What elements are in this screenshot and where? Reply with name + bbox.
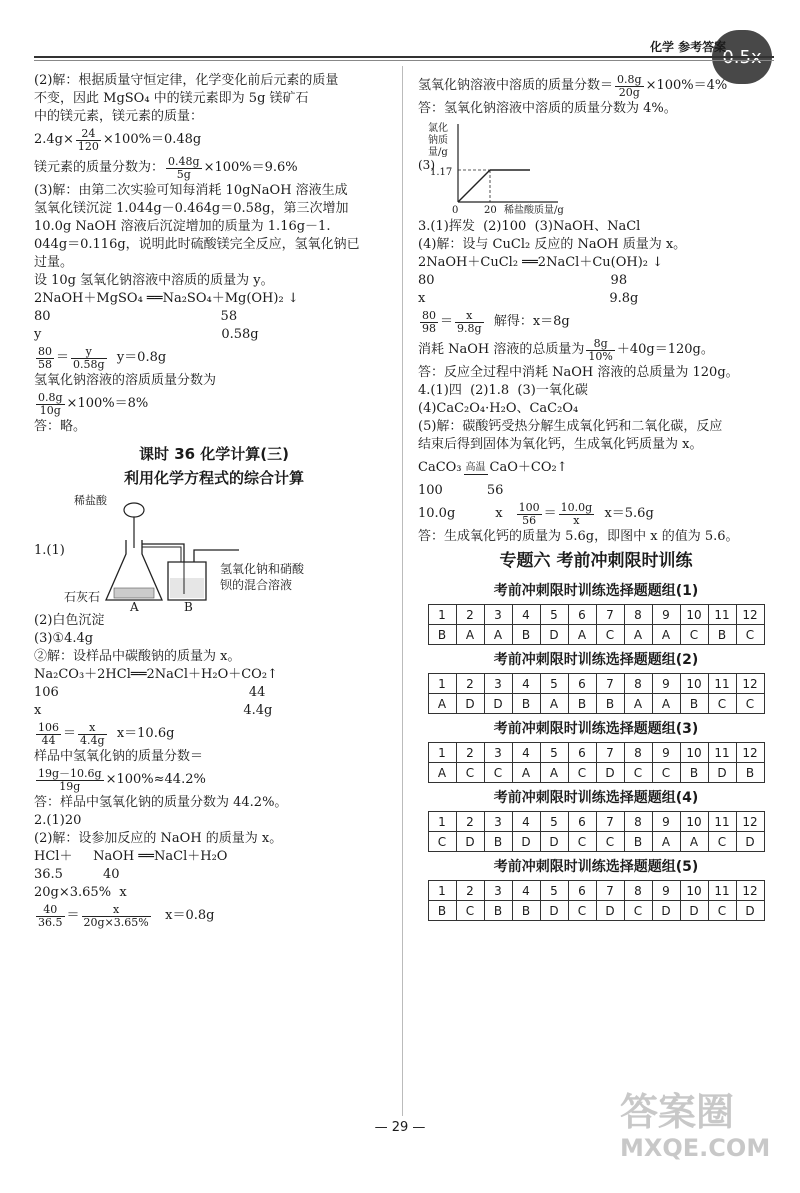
answer-cell: A: [540, 763, 568, 783]
answer-cell: D: [540, 625, 568, 645]
question-number-cell: 6: [568, 881, 596, 901]
graph-origin: 0: [452, 205, 459, 216]
answer-cell: C: [596, 625, 624, 645]
ratio-line: 80 58: [34, 309, 238, 324]
fraction: $\frac{24}{120}$: [77, 126, 99, 153]
question-number-cell: 6: [568, 674, 596, 694]
answer-cell: C: [708, 694, 736, 714]
answer-cell: A: [540, 694, 568, 714]
answer-cell: D: [680, 901, 708, 921]
formula-line: 消耗 NaOH 溶液的总质量为 $\frac{8g}{10\%}$ ＋40g＝120g。: [418, 336, 714, 363]
equation-line: 2NaOH＋MgSO₄ ══Na₂SO₄＋Mg(OH)₂ ↓: [34, 291, 299, 306]
answer-cell: B: [596, 694, 624, 714]
ratio-line: 100 56: [418, 483, 504, 498]
answer-cell: B: [512, 901, 540, 921]
answer-group-title: 考前冲刺限时训练选择题题组(5): [493, 859, 699, 875]
ratio-line: y 0.58g: [34, 327, 259, 342]
answer-cell: A: [652, 694, 680, 714]
graph-ylabel-1: 氯化: [428, 123, 448, 134]
question-number-cell: 11: [708, 881, 736, 901]
answer-cell: D: [456, 832, 484, 852]
page-header-title: 化学 参考答案: [650, 40, 727, 54]
text-line: 答：生成氧化钙的质量为 5.6g，即图中 x 的值为 5.6。: [418, 529, 739, 544]
formula-line: $\frac{19g-10.6g}{19g}$ ×100%≈44.2%: [38, 766, 206, 793]
answer-cell: C: [708, 901, 736, 921]
formula-line: 镁元素的质量分数为： $\frac{0.48g}{5g}$ ×100%＝9.6%: [34, 154, 298, 181]
text-line: (3)①4.4g: [34, 631, 94, 646]
text-line: 氢氧化钠溶液的溶质质量分数为: [34, 373, 217, 388]
answer-table: [428, 604, 765, 645]
answer-cell: A: [512, 763, 540, 783]
question-number-cell: 1: [428, 605, 456, 625]
label-limestone: 石灰石: [64, 590, 101, 604]
question-number-cell: 9: [652, 881, 680, 901]
header-rule: [34, 56, 774, 58]
graph-x-value: 20: [484, 205, 497, 216]
question-number-cell: 6: [568, 812, 596, 832]
formula-line: $\frac{0.8g}{10g}$ ×100%＝8%: [38, 390, 149, 417]
question-number-cell: 12: [736, 812, 764, 832]
text-line: 答：氢氧化钠溶液中溶质的质量分数为 4%。: [418, 101, 677, 116]
text-line: (5)解：碳酸钙受热分解生成氧化钙和二氧化碳，反应: [418, 419, 723, 434]
answer-cell: C: [596, 832, 624, 852]
question-number-cell: 1: [428, 674, 456, 694]
question-number-cell: 10: [680, 743, 708, 763]
formula-line: $\frac{80}{98}$ ＝ $\frac{x}{9.8g}$ 解得：x＝8g: [422, 308, 570, 335]
question-number-cell: 7: [596, 743, 624, 763]
question-number-cell: 7: [596, 605, 624, 625]
question-number-cell: 8: [624, 674, 652, 694]
answer-group-title: 考前冲刺限时训练选择题题组(2): [493, 652, 699, 668]
answer-cell: C: [708, 832, 736, 852]
column-divider: [402, 66, 403, 1116]
formula-line: 10.0g x $\frac{100}{56}$ ＝ $\frac{10.0g}{x}$ x＝5.6g: [418, 500, 654, 527]
question-number-cell: 4: [512, 812, 540, 832]
answer-cell: B: [512, 625, 540, 645]
graph-question: (3): [418, 158, 435, 172]
question-number-cell: 12: [736, 743, 764, 763]
text-line: 不变，因此 MgSO₄ 中的镁元素即为 5g 镁矿石: [34, 91, 309, 106]
question-number-cell: 3: [484, 605, 512, 625]
answer-cell: A: [652, 625, 680, 645]
answer-cell: A: [624, 625, 652, 645]
answer-cell: D: [540, 901, 568, 921]
question-number-cell: 11: [708, 605, 736, 625]
ratio-line: 36.5 40: [34, 867, 120, 882]
answer-group-title: 考前冲刺限时训练选择题题组(3): [493, 721, 699, 737]
question-number-cell: 10: [680, 605, 708, 625]
answer-cell: C: [624, 901, 652, 921]
text-line: (4)CaC₂O₄·H₂O、CaC₂O₄: [418, 401, 579, 416]
fraction: $\frac{y}{0.58g}$: [73, 344, 105, 371]
text-line: (2)解：设参加反应的 NaOH 的质量为 x。: [34, 831, 283, 846]
formula-line: 氢氧化钠溶液中溶质的质量分数＝ $\frac{0.8g}{20g}$ ×100%＝4%: [418, 72, 728, 99]
answer-cell: C: [736, 694, 764, 714]
question-number-cell: 5: [540, 674, 568, 694]
formula-line: $\frac{40}{36.5}$ ＝ $\frac{x}{20g\times 3.65\%}$ x＝0.8g: [38, 902, 215, 929]
answer-cell: B: [708, 625, 736, 645]
question-number-cell: 9: [652, 743, 680, 763]
question-number-cell: 3: [484, 881, 512, 901]
label-B: B: [184, 600, 193, 614]
question-number-cell: 12: [736, 881, 764, 901]
text-line: (2)白色沉淀: [34, 613, 105, 628]
answer-cell: D: [596, 763, 624, 783]
fraction: $\frac{0.48g}{5g}$: [168, 154, 200, 181]
header-rule-thin: [34, 60, 774, 61]
answer-cell: B: [680, 694, 708, 714]
answer-cell: B: [736, 763, 764, 783]
question-number-cell: 9: [652, 605, 680, 625]
question-number-cell: 9: [652, 812, 680, 832]
answer-cell: B: [428, 625, 456, 645]
ratio-line: 106 44: [34, 685, 266, 700]
question-number: 1.(1): [34, 543, 65, 558]
lesson-subtitle: 利用化学方程式的综合计算: [123, 469, 304, 487]
question-number-cell: 2: [456, 605, 484, 625]
equation-line: Na₂CO₃＋2HCl══2NaCl＋H₂O＋CO₂↑: [34, 667, 278, 682]
question-number-cell: 2: [456, 881, 484, 901]
answer-cell: B: [680, 763, 708, 783]
ratio-line: x 9.8g: [418, 291, 639, 306]
answer-cell: D: [484, 694, 512, 714]
answer-cell: C: [624, 763, 652, 783]
equation-line: HCl＋ NaOH ══NaCl＋H₂O: [34, 849, 228, 864]
formula-line: 2.4g× $\frac{24}{120}$ ×100%＝0.48g: [34, 126, 202, 153]
answer-cell: A: [484, 625, 512, 645]
apparatus-figure: [34, 492, 394, 614]
answer-cell: B: [484, 832, 512, 852]
answer-cell: C: [428, 832, 456, 852]
answer-cell: D: [736, 901, 764, 921]
question-number-cell: 6: [568, 605, 596, 625]
reaction-condition: 高温: [465, 461, 486, 473]
label-solution-1: 氢氧化钠和硝酸: [220, 562, 305, 576]
text-line: 中的镁元素，镁元素的质量：: [34, 109, 204, 124]
answer-groups: [418, 578, 774, 921]
answer-group-title: 考前冲刺限时训练选择题题组(1): [493, 583, 699, 599]
question-number-cell: 10: [680, 674, 708, 694]
fraction: $\frac{40}{36.5}$: [38, 902, 63, 929]
fraction: $\frac{0.8g}{20g}$: [617, 72, 642, 99]
fraction: $\frac{19g-10.6g}{19g}$: [38, 766, 102, 793]
fraction: $\frac{106}{44}$: [38, 720, 59, 747]
question-number-cell: 1: [428, 881, 456, 901]
text-line: 氢氧化镁沉淀 1.044g－0.464g＝0.58g，第三次增加: [34, 201, 349, 216]
answer-cell: D: [708, 763, 736, 783]
answer-cell: C: [568, 763, 596, 783]
answer-cell: A: [456, 625, 484, 645]
answer-cell: C: [652, 763, 680, 783]
text-line: ②解：设样品中碳酸钠的质量为 x。: [34, 649, 241, 664]
graph-ylabel-3: 量/g: [428, 147, 448, 158]
answer-cell: A: [428, 694, 456, 714]
answer-cell: C: [456, 901, 484, 921]
question-number-cell: 10: [680, 881, 708, 901]
question-number-cell: 3: [484, 743, 512, 763]
text-line: 2.(1)20: [34, 813, 82, 828]
text-line: 10.0g NaOH 溶液后沉淀增加的质量为 1.16g－1.: [34, 219, 331, 234]
answer-cell: C: [484, 763, 512, 783]
question-number-cell: 7: [596, 812, 624, 832]
question-number-cell: 12: [736, 674, 764, 694]
fraction: $\frac{80}{98}$: [422, 308, 436, 335]
watermark-logo: 答案圈 MXQE.COM: [620, 1090, 771, 1162]
answer-group-title: 考前冲刺限时训练选择题题组(4): [493, 790, 699, 806]
left-column: [34, 72, 394, 930]
answer-cell: A: [428, 763, 456, 783]
text-line: (2)解：根据质量守恒定律，化学变化前后元素的质量: [34, 73, 339, 88]
answer-cell: B: [484, 901, 512, 921]
fraction: $\frac{0.8g}{10g}$: [38, 390, 63, 417]
answer-cell: A: [624, 694, 652, 714]
question-number-cell: 7: [596, 674, 624, 694]
answer-cell: A: [652, 832, 680, 852]
label-solution-2: 钡的混合溶液: [220, 578, 293, 592]
question-number-cell: 11: [708, 743, 736, 763]
fraction: $\frac{x}{9.8g}$: [457, 308, 482, 335]
question-number-cell: 11: [708, 674, 736, 694]
answer-cell: D: [540, 832, 568, 852]
answer-table: [428, 673, 765, 714]
question-number-cell: 4: [512, 674, 540, 694]
answer-cell: B: [428, 901, 456, 921]
question-number-cell: 4: [512, 605, 540, 625]
text-line: 过量。: [34, 255, 74, 270]
answer-cell: D: [596, 901, 624, 921]
text-line: (4)解：设与 CuCl₂ 反应的 NaOH 质量为 x。: [418, 237, 687, 252]
text-line: 答：反应全过程中消耗 NaOH 溶液的总质量为 120g。: [418, 365, 739, 380]
text-line: 设 10g 氢氧化钠溶液中溶质的质量为 y。: [34, 273, 274, 288]
label-dilute-acid: 稀盐酸: [74, 494, 107, 507]
question-number-cell: 8: [624, 812, 652, 832]
question-number-cell: 8: [624, 605, 652, 625]
question-number-cell: 5: [540, 605, 568, 625]
question-number-cell: 5: [540, 743, 568, 763]
page-number: — 29 —: [374, 1120, 426, 1135]
question-number-cell: 2: [456, 674, 484, 694]
text-line: 样品中氢氧化钠的质量分数＝: [34, 749, 204, 764]
answer-cell: D: [512, 832, 540, 852]
text-line: 答：样品中氢氧化钠的质量分数为 44.2%。: [34, 795, 288, 810]
question-number-cell: 12: [736, 605, 764, 625]
text-line: 3.(1)挥发 (2)100 (3)NaOH、NaCl: [418, 219, 641, 234]
question-number-cell: 11: [708, 812, 736, 832]
answer-cell: B: [624, 832, 652, 852]
answer-table: [428, 742, 765, 783]
question-number-cell: 6: [568, 743, 596, 763]
question-number-cell: 2: [456, 812, 484, 832]
question-number-cell: 7: [596, 881, 624, 901]
answer-cell: D: [652, 901, 680, 921]
text-line: 答：略。: [34, 419, 87, 434]
ratio-line: x 4.4g: [34, 703, 273, 718]
lesson-title: 课时 36 化学计算(三): [138, 445, 290, 463]
answer-cell: C: [568, 901, 596, 921]
answer-cell: B: [568, 694, 596, 714]
question-number-cell: 9: [652, 674, 680, 694]
question-number-cell: 5: [540, 812, 568, 832]
topic-heading: 专题六 考前冲刺限时训练: [499, 551, 693, 571]
ratio-line: 20g×3.65% x: [34, 885, 127, 900]
answer-cell: C: [456, 763, 484, 783]
question-number-cell: 2: [456, 743, 484, 763]
question-number-cell: 8: [624, 881, 652, 901]
fraction: $\frac{100}{56}$: [518, 500, 540, 527]
text-line: 结束后得到固体为氧化钙，生成氧化钙质量为 x。: [418, 437, 703, 452]
answer-table: [428, 880, 765, 921]
answer-cell: C: [568, 832, 596, 852]
answer-table: [428, 811, 765, 852]
answer-cell: C: [736, 625, 764, 645]
question-number-cell: 1: [428, 812, 456, 832]
answer-cell: D: [736, 832, 764, 852]
text-line: (3)解：由第二次实验可知每消耗 10gNaOH 溶液生成: [34, 183, 348, 198]
equation-line: 2NaOH＋CuCl₂ ══2NaCl＋Cu(OH)₂ ↓: [418, 255, 664, 270]
question-number-cell: 4: [512, 881, 540, 901]
graph-y-value: 1.17: [430, 167, 453, 178]
text-line: 4.(1)四 (2)1.8 (3)一氧化碳: [418, 383, 588, 398]
question-number-cell: 4: [512, 743, 540, 763]
text-line: 044g＝0.116g，说明此时硫酸镁完全反应，氢氧化钠已: [34, 237, 360, 252]
question-number-cell: 8: [624, 743, 652, 763]
question-number-cell: 3: [484, 674, 512, 694]
formula-line: $\frac{106}{44}$ ＝ $\frac{x}{4.4g}$ x＝10.6g: [38, 720, 175, 747]
answer-cell: C: [680, 625, 708, 645]
question-number-cell: 3: [484, 812, 512, 832]
ratio-line: 80 98: [418, 273, 628, 288]
fraction: $\frac{x}{20g\times 3.65\%}$: [83, 902, 149, 929]
nacl-mass-graph: [418, 120, 774, 216]
question-number-cell: 1: [428, 743, 456, 763]
graph-ylabel-2: 钠质: [428, 135, 448, 146]
answer-cell: A: [568, 625, 596, 645]
answer-cell: A: [680, 832, 708, 852]
graph-xlabel: 稀盐酸质量/g: [504, 205, 564, 216]
question-number-cell: 5: [540, 881, 568, 901]
answer-cell: B: [512, 694, 540, 714]
right-column: [418, 72, 774, 923]
fraction: $\frac{80}{58}$: [38, 344, 52, 371]
fraction: $\frac{8g}{10\%}$: [588, 336, 613, 363]
label-A: A: [130, 600, 139, 614]
question-number-cell: 10: [680, 812, 708, 832]
answer-cell: D: [456, 694, 484, 714]
fraction: $\frac{x}{4.4g}$: [80, 720, 105, 747]
formula-line: $\frac{80}{58}$ ＝ $\frac{y}{0.58g}$ y＝0.8g: [38, 344, 167, 371]
equation-line: CaCO₃ 高温 CaO＋CO₂↑: [418, 460, 568, 475]
fraction: $\frac{10.0g}{x}$: [560, 500, 593, 527]
